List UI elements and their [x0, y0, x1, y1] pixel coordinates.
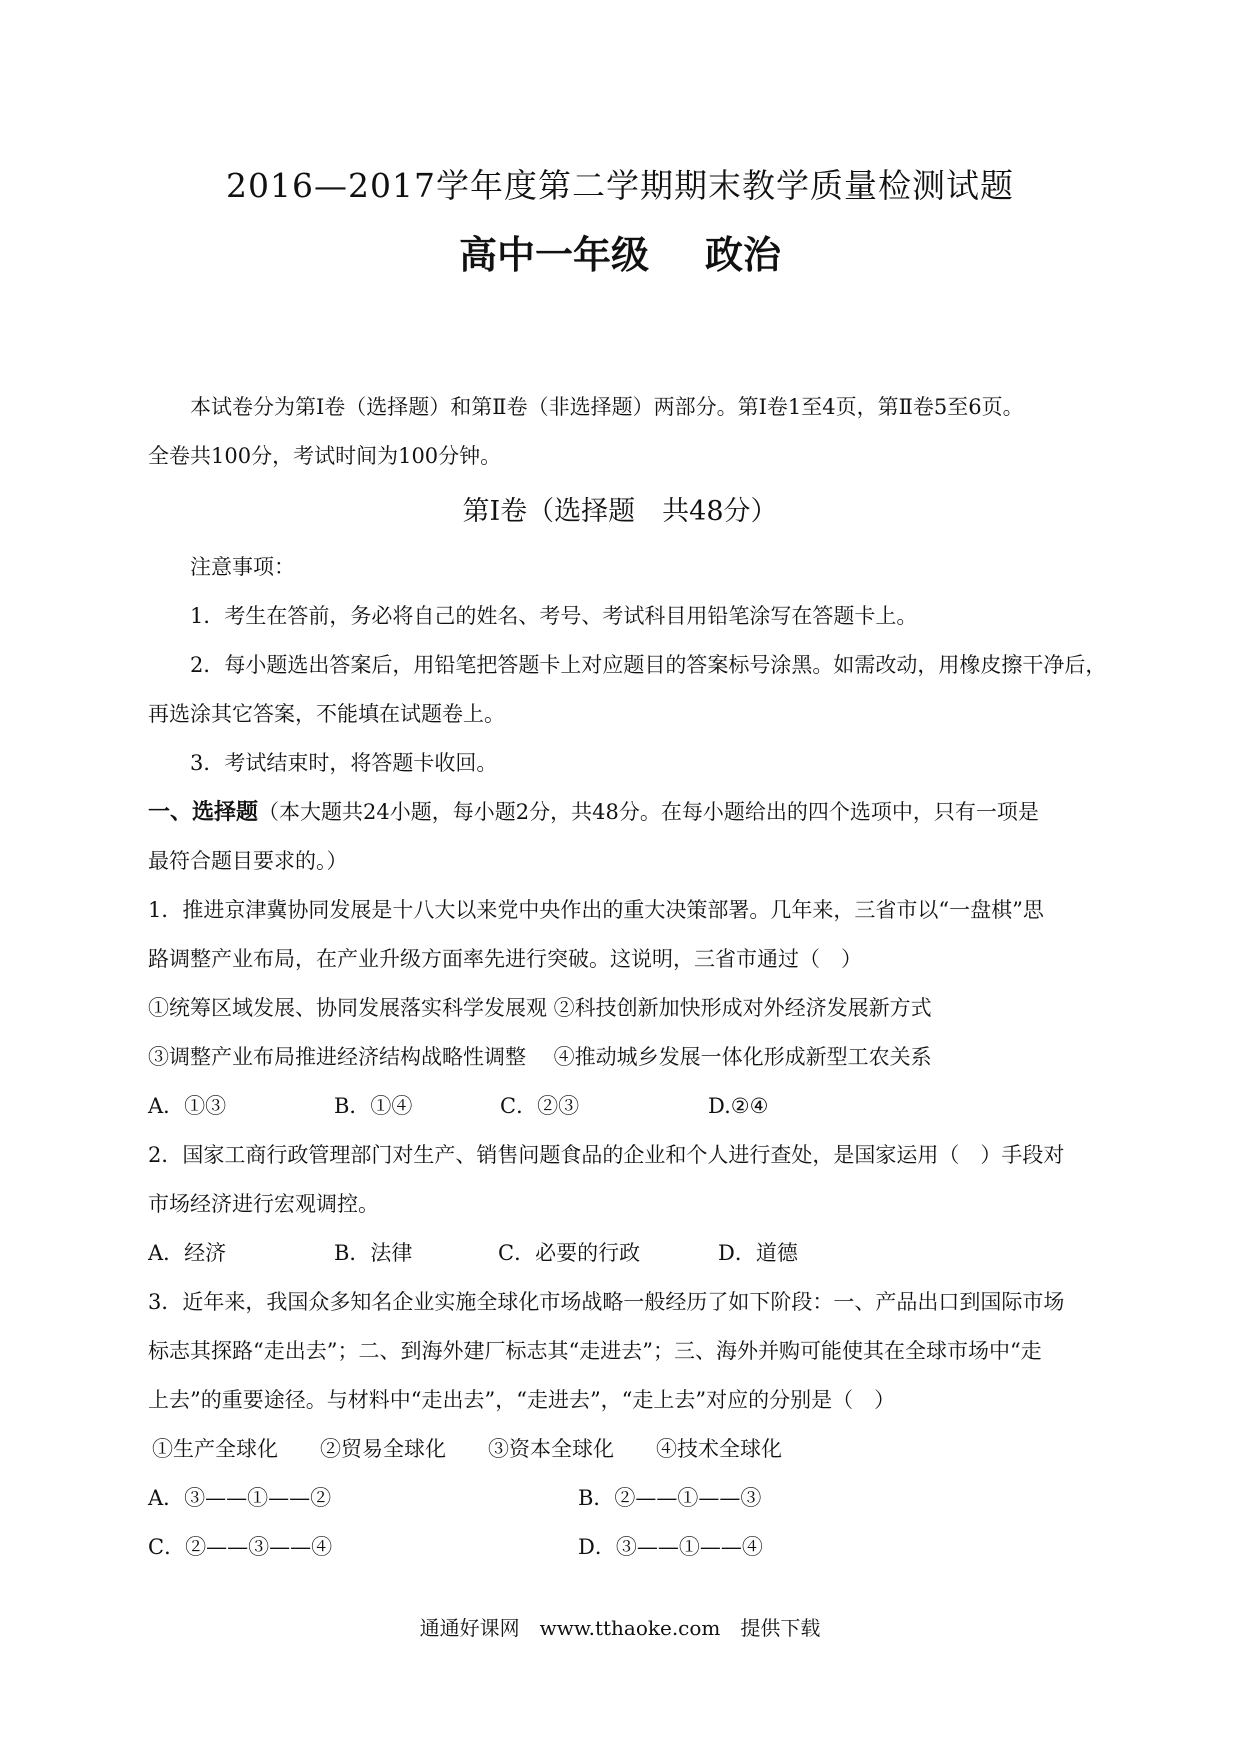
question-stem: 市场经济进行宏观调控。 [148, 1192, 379, 1216]
question-options [148, 1474, 1092, 1523]
exam-body [148, 383, 1107, 1572]
note-item: 1．考生在答前，务必将自己的姓名、考号、考试科目用铅笔涂写在答题卡上。 [190, 604, 918, 628]
option-a: A．经济 [148, 1241, 227, 1265]
part-heading [148, 788, 1092, 837]
question-stem: 路调整产业布局，在产业升级方面率先进行突破。这说明，三省市通过（ ） [148, 947, 862, 971]
option-d: D．道德 [718, 1241, 798, 1265]
note-item: 3．考试结束时，将答题卡收回。 [190, 751, 498, 775]
question-options [148, 1523, 1092, 1572]
notes-heading: 注意事项： [190, 555, 295, 579]
question-item: ①生产全球化 ②贸易全球化 ③资本全球化 ④技术全球化 [152, 1437, 782, 1461]
part-desc: （本大题共24小题，每小题2分，共48分。在每小题给出的四个选项中，只有一项是 [258, 800, 1039, 824]
intro-line: 本试卷分为第Ⅰ卷（选择题）和第Ⅱ卷（非选择题）两部分。第Ⅰ卷1至4页，第Ⅱ卷5至6页。 [190, 395, 1024, 419]
question-item: ③调整产业布局推进经济结构战略性调整 ④推动城乡发展一体化形成新型工农关系 [148, 1045, 932, 1069]
question-options [148, 1082, 1092, 1131]
question-stem: 上去”的重要途径。与材料中“走出去”，“走进去”，“走上去”对应的分别是（ ） [148, 1388, 896, 1412]
option-d: D.②④ [708, 1094, 769, 1118]
option-d: D．③——①——④ [578, 1535, 763, 1559]
option-c: C．②③ [500, 1094, 580, 1118]
note-item: 再选涂其它答案，不能填在试题卷上。 [148, 702, 505, 726]
part-desc: 最符合题目要求的。） [148, 849, 348, 873]
question-options [148, 1229, 1092, 1278]
question-stem: 标志其探路“走出去”；二、到海外建厂标志其“走进去”；三、海外并购可能使其在全球市场中“走 [148, 1339, 1042, 1363]
option-b: B．法律 [334, 1241, 413, 1265]
option-b: B．②——①——③ [578, 1486, 762, 1510]
question-item: ①统筹区域发展、协同发展落实科学发展观 ②科技创新加快形成对外经济发展新方式 [148, 996, 932, 1020]
part-title: 一、选择题 [148, 800, 259, 825]
option-a: A．③——①——② [148, 1486, 332, 1510]
question-stem: 1．推进京津冀协同发展是十八大以来党中央作出的重大决策部署。几年来，三省市以“一盘棋”思 [148, 898, 1044, 922]
page-footer: 通通好课网 www.tthaoke.com 提供下载 [419, 1616, 821, 1640]
option-a: A．①③ [148, 1094, 227, 1118]
subject-label: 政治 [705, 233, 782, 277]
option-c: C．必要的行政 [498, 1241, 641, 1265]
exam-title: 2016—2017学年度第二学期期末教学质量检测试题 [226, 166, 1014, 205]
question-stem: 2．国家工商行政管理部门对生产、销售问题食品的企业和个人进行查处，是国家运用（ ）手段对 [148, 1143, 1065, 1167]
option-c: C．②——③——④ [148, 1535, 333, 1559]
exam-subtitle [0, 224, 1240, 279]
note-item: 2．每小题选出答案后，用铅笔把答题卡上对应题目的答案标号涂黑。如需改动，用橡皮擦干净后， [190, 653, 1107, 677]
intro-line: 全卷共100分，考试时间为100分钟。 [148, 444, 502, 468]
option-b: B．①④ [334, 1094, 413, 1118]
section-title: 第Ⅰ卷（选择题 共48分） [462, 496, 778, 527]
grade-label: 高中一年级 [458, 233, 649, 277]
question-stem: 3．近年来，我国众多知名企业实施全球化市场战略一般经历了如下阶段：一、产品出口到国际市场 [148, 1290, 1065, 1314]
